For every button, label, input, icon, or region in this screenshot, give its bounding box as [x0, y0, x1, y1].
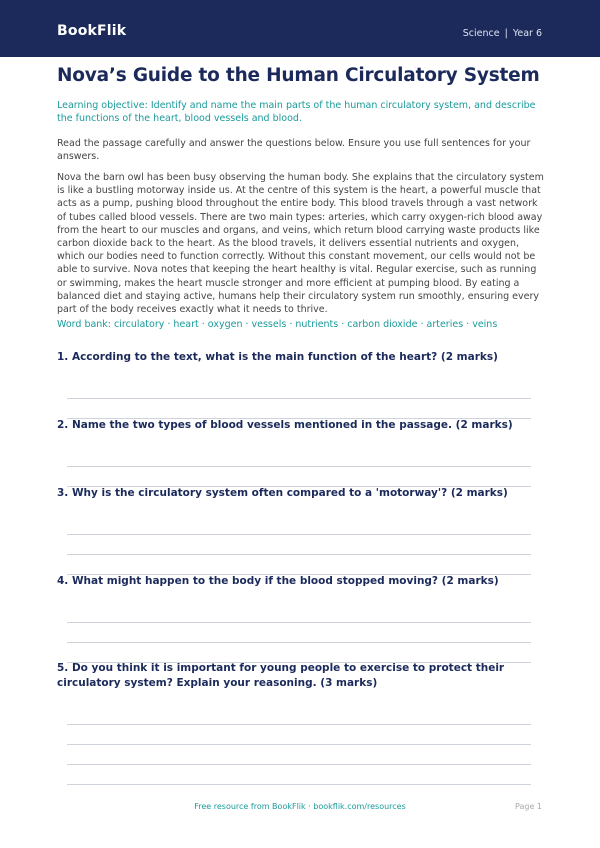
word-bank: Word bank: circulatory · heart · oxygen · vessels · nutrients · carbon dioxide · arteries · veins: [57, 319, 498, 330]
page-title: Nova’s Guide to the Human Circulatory System: [57, 65, 540, 86]
answer-line[interactable]: [67, 724, 531, 725]
meta-separator: |: [504, 28, 508, 39]
reading-passage: Nova the barn owl has been busy observing the human body. She explains that the circulatory system is like a bustling motorway inside us. At the centre of this system is the heart, a powerful muscle that acts as a pump, pushing blood throughout the entire body. This blood travels through a vast network of tubes called blood vessels. There are two main types: arteries, which carry oxygen-rich blood away from the heart to our muscles and organs, and veins, which return blood carrying waste products like carbon dioxide back to the heart. As the blood travels, it delivers essential nutrients and oxygen, which our bodies need to function correctly. Without this constant movement, our cells would not be able to survive. Nova notes that keeping the heart healthy is vital. Regular exercise, such as running or swimming, makes the heart muscle stronger and more efficient at pumping blood. By eating a balanced diet and staying active, humans help their circulatory system run smoothly, ensuring every part of the body receives exactly what it needs to thrive.: [57, 172, 544, 316]
footer-resource-link[interactable]: Free resource from BookFlik · bookflik.com/resources: [194, 802, 406, 811]
subject-label: Science: [462, 28, 500, 39]
answer-line[interactable]: [67, 554, 531, 555]
brand-logo[interactable]: BookFlik: [57, 23, 127, 39]
learning-objective: Learning objective: Identify and name the main parts of the human circulatory system, and describe the functions of the heart, blood vessels and blood.: [57, 100, 536, 124]
question-3: 3. Why is the circulatory system often compared to a 'motorway'? (2 marks): [57, 487, 508, 499]
subject-year: [463, 28, 542, 39]
question-1: 1. According to the text, what is the main function of the heart? (2 marks): [57, 351, 498, 363]
question-5: 5. Do you think it is important for young people to exercise to protect their circulatory system? Explain your reasoning. (3 marks): [57, 662, 505, 689]
header-bar: [0, 0, 600, 57]
answer-line[interactable]: [67, 398, 531, 399]
answer-line[interactable]: [67, 534, 531, 535]
answer-line[interactable]: [67, 784, 531, 785]
question-2: 2. Name the two types of blood vessels mentioned in the passage. (2 marks): [57, 419, 513, 431]
answer-line[interactable]: [67, 642, 531, 643]
answer-line[interactable]: [67, 466, 531, 467]
answer-line[interactable]: [67, 622, 531, 623]
instructions: Read the passage carefully and answer the questions below. Ensure you use full sentences for your answers.: [57, 138, 531, 162]
page-number: Page 1: [515, 802, 542, 811]
answer-line[interactable]: [67, 744, 531, 745]
question-4: 4. What might happen to the body if the blood stopped moving? (2 marks): [57, 575, 499, 587]
answer-line[interactable]: [67, 764, 531, 765]
year-label: Year 6: [512, 28, 542, 39]
